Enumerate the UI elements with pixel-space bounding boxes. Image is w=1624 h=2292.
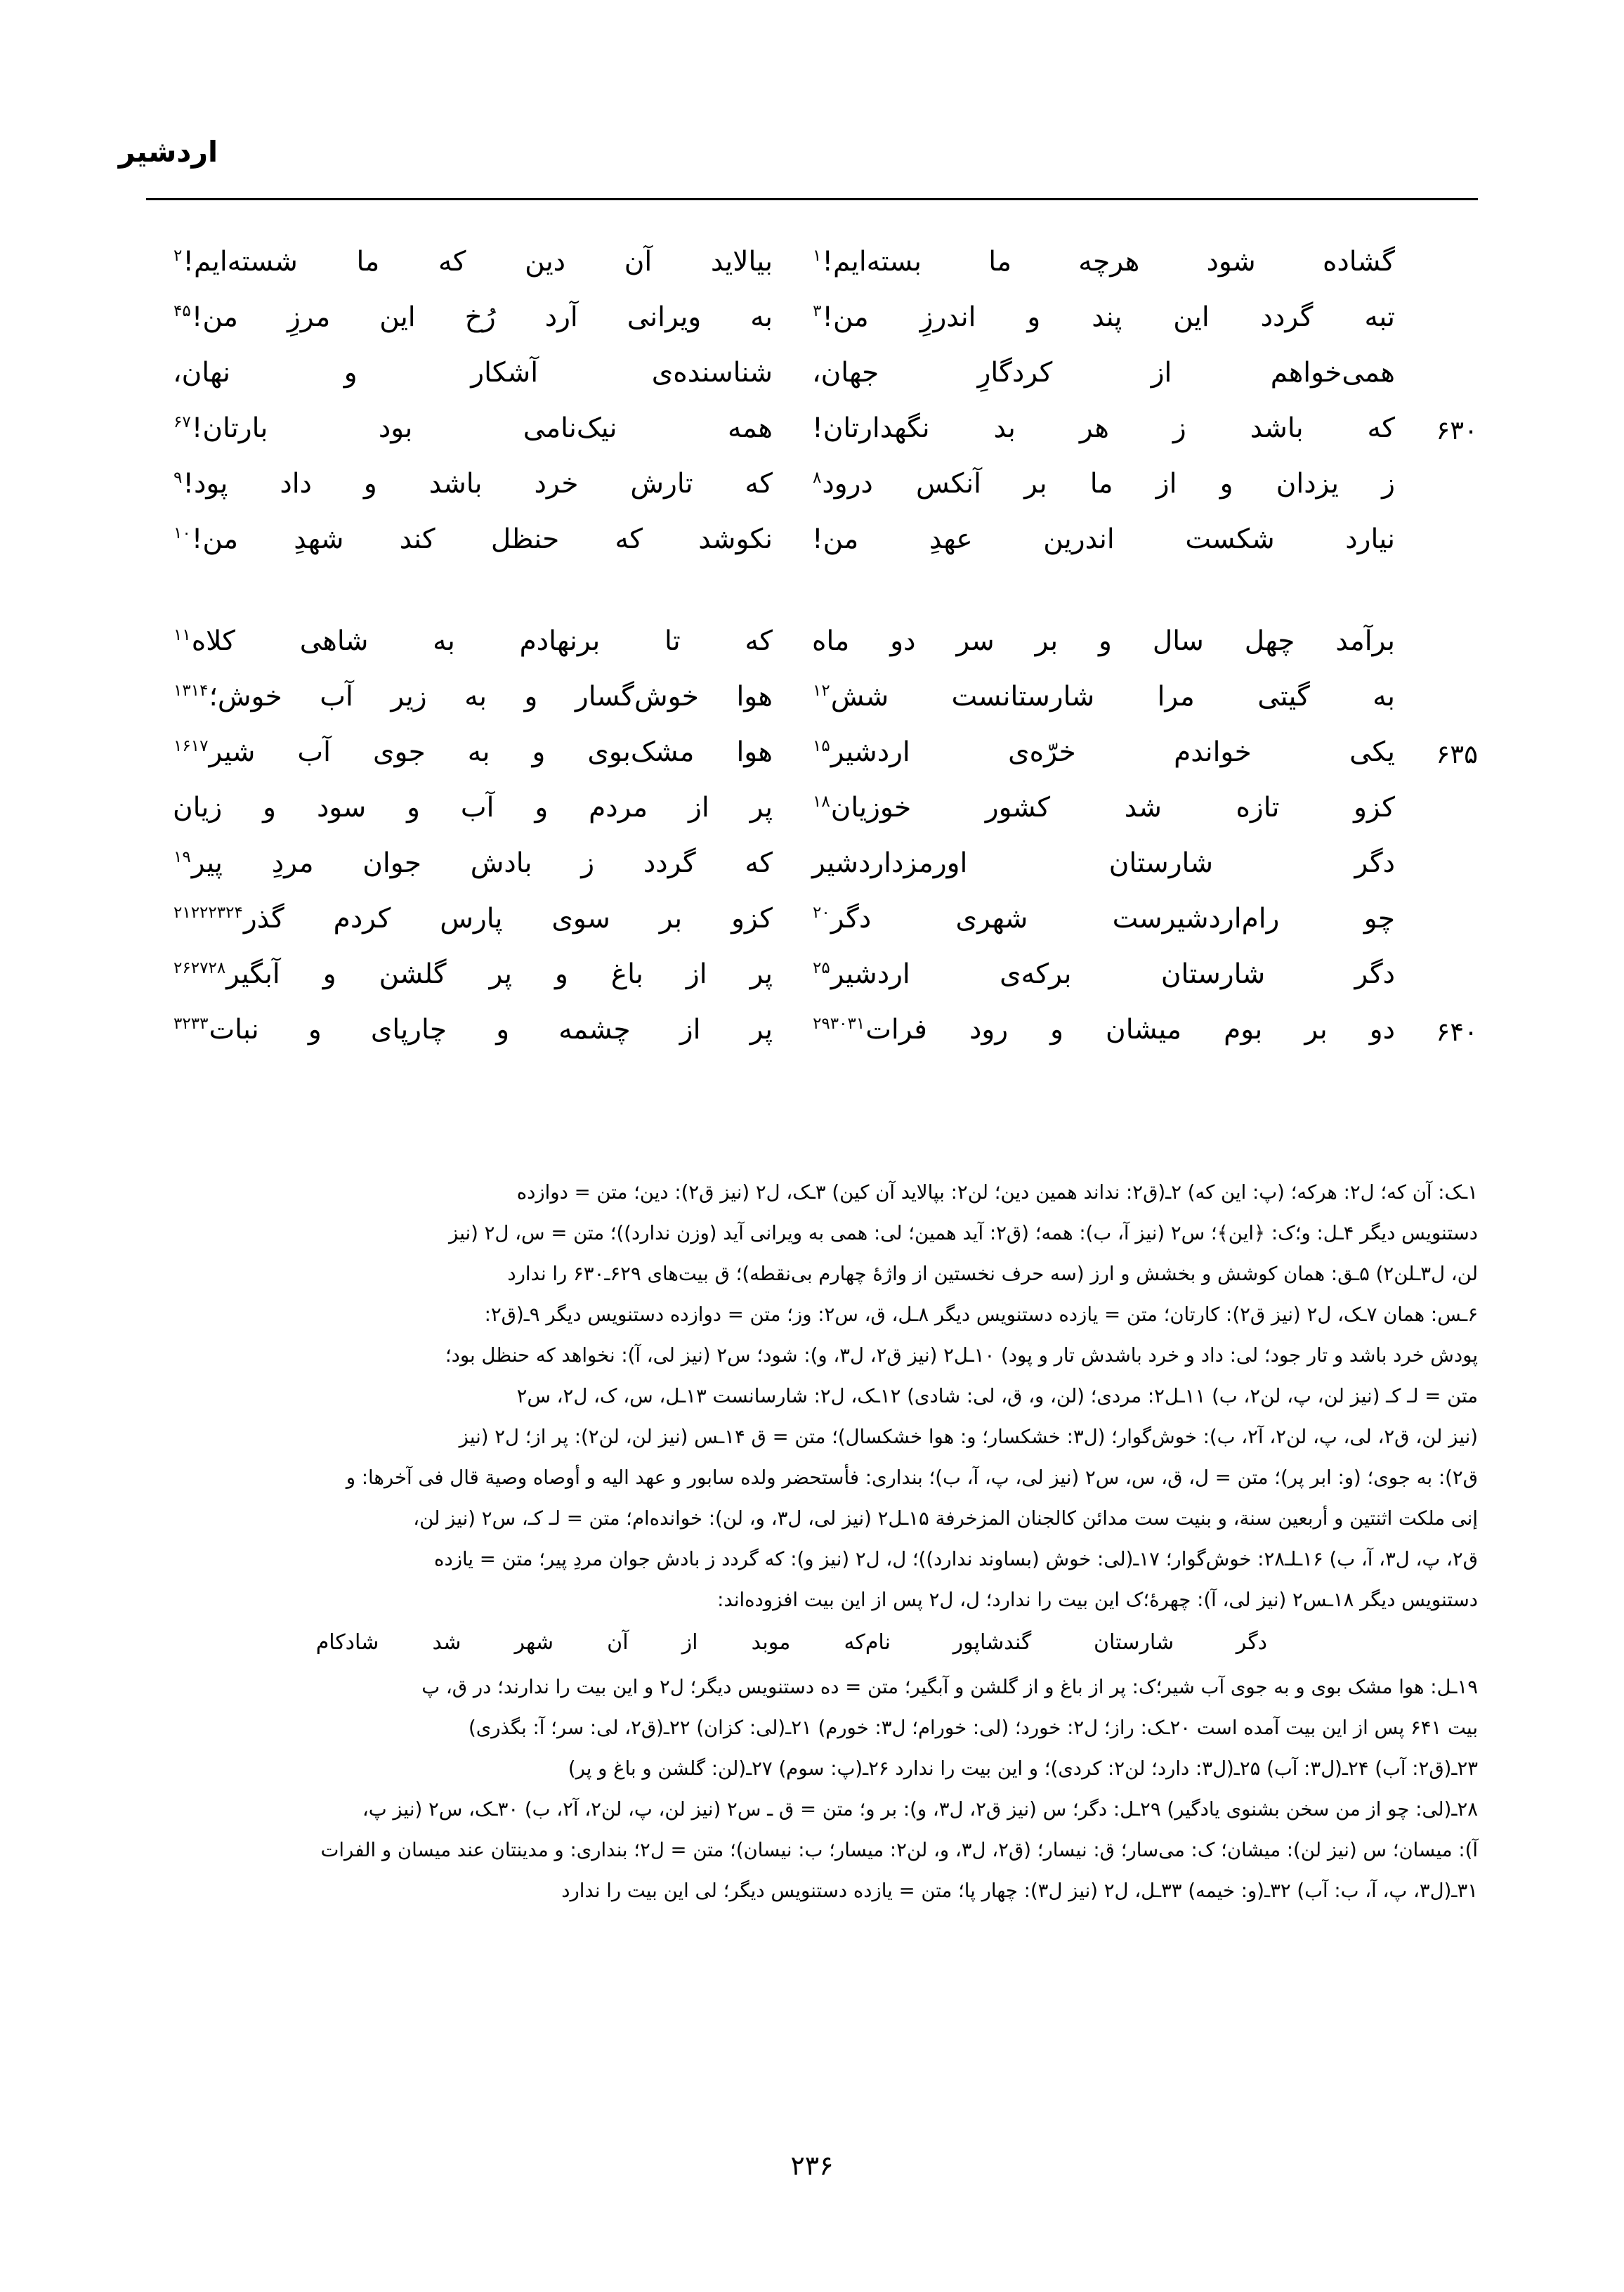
inserted-hemistich-first — [865, 1623, 1478, 1662]
hemistich-first — [812, 792, 1478, 823]
verse-word: و — [1027, 301, 1041, 333]
footnote-marker: ۱۹ — [173, 848, 191, 866]
hemistich-second — [146, 736, 812, 768]
verse-word: بارتان!$^{۶۷}$ — [173, 412, 268, 444]
hemistich-second — [146, 301, 812, 333]
verse-word: اورمزداردشیر — [812, 847, 968, 879]
apparatus-line: بیت ۶۴۱ پس از این بیت آمده است ۲۰ـک: راز؛ ل۲: خورد؛ (لی: خورام؛ ل۳: خورم) ۲۱ـ(لی: کزان) ۲۲ـ(ق۲، لی: سر؛ آ: بگذری) — [468, 1717, 1478, 1739]
verse-word: خوش؛$^{۱۳۱۴}$ — [173, 681, 282, 712]
apparatus-line: لن، ل۳ـلن۲) ۵ـق: همان کوشش و بخشش و ارز (سه حرف نخستین از واژهٔ چهارم بی‌نقطه)؛ ق بیت‌های ۶۲۹ـ۶۳۰ را ندارد — [507, 1263, 1478, 1285]
hemistich-first — [812, 357, 1478, 389]
verse-word: من!$^{۱۰}$ — [173, 523, 238, 555]
verse-word: آن — [624, 246, 653, 278]
verse-word: ماه — [812, 625, 850, 657]
verse-word: آب — [320, 681, 353, 712]
verse-word: برنهادم — [519, 625, 601, 657]
verse-word: جوی — [372, 736, 426, 768]
verse-word: بر — [1304, 1014, 1328, 1046]
verse-word: میشان — [1106, 1014, 1182, 1046]
apparatus-line: ۱۹ـل: هوا مشک بوی و به جوی آب شیر؛ک: پر از باغ و از گلشن و آبگیر؛ متن = ده دستنویس دیگر؛ ل۲ و این بیت را ندارند؛ در ق، پ — [421, 1676, 1478, 1698]
inserted-hemistich-second — [253, 1623, 865, 1662]
verse-word: اردشیر$^{۱۵}$ — [813, 736, 910, 768]
verse-word: چو — [1363, 903, 1395, 935]
verse-word: که — [745, 625, 773, 657]
verse-word: و — [407, 792, 420, 823]
verse-word: که — [438, 246, 466, 278]
apparatus-line: ۳۱ـ(ل۳، پ، آ، ب: آب) ۳۲ـ(و: خیمه) ۳۳ـل، ل۲ (نیز ل۳): چهار پا؛ متن = یازده دستنویس دیگر؛ لی این بیت را ندارد — [561, 1880, 1478, 1902]
verse-word: کند — [399, 523, 436, 555]
hemistich-second — [146, 625, 812, 657]
verse-word: شود — [1206, 246, 1256, 278]
verse-word: شیر$^{۱۶۱۷}$ — [173, 736, 256, 768]
verse-word: شارستان — [1108, 847, 1214, 879]
verse-word: کردگارِ — [977, 357, 1053, 389]
verse-line — [146, 625, 1478, 681]
verse-word: کشور — [985, 792, 1051, 823]
hemistich-second — [146, 681, 812, 712]
verse-word: شارستان — [1160, 958, 1266, 990]
footnote-marker: ۳ — [813, 302, 822, 320]
verse-line-number: ۶۳۵ — [1436, 739, 1478, 769]
verse-word: بر — [659, 903, 683, 935]
verse-word: پیر$^{۱۹}$ — [173, 847, 223, 879]
verse-word: از — [679, 1014, 701, 1046]
verse-word: هر — [1079, 412, 1109, 444]
verse-word: که — [745, 468, 773, 500]
apparatus-criticus — [146, 1172, 1478, 1911]
verse-line — [146, 412, 1478, 468]
running-head-title: اردشیر — [118, 135, 218, 169]
verse-word: باشد — [428, 468, 483, 500]
verse-word: سال — [1152, 625, 1204, 657]
verse-word: یزدان — [1276, 468, 1339, 500]
verse-word: این — [379, 301, 416, 333]
verse-word: و — [496, 1014, 510, 1046]
hemistich-second — [146, 958, 812, 990]
verse-word: که — [745, 847, 773, 879]
hemistich-second — [146, 523, 812, 555]
verse-word: گشاده — [1322, 246, 1395, 278]
verse-word: موبد — [751, 1630, 791, 1655]
hemistich-first — [812, 1014, 1478, 1046]
verse-word: که — [844, 1630, 865, 1655]
apparatus-line: ۲۸ـ(لی: چو از من سخن بشنوی یادگیر) ۲۹ـل: دگر؛ س (نیز ق۲، ل۳، و): بر و؛ متن = ق ـ س۲ (نیز لن، پ، لن۲، آ۲، ب) ۳۰ـک، س۲ (نیز پ، — [362, 1798, 1478, 1821]
footnote-marker: ۲۹۳۰۳۱ — [813, 1015, 865, 1033]
verse-line — [146, 301, 1478, 357]
inserted-verse-line — [146, 1623, 1478, 1662]
verse-line — [146, 246, 1478, 301]
verse-word: تا — [664, 625, 681, 657]
verse-line — [146, 958, 1478, 1014]
verse-word: تازه — [1236, 792, 1280, 823]
hemistich-second — [146, 1014, 812, 1046]
verse-word: درود$^۸$ — [813, 468, 873, 500]
verse-word: ز — [1172, 412, 1186, 444]
apparatus-line: آ): میسان؛ س (نیز لن): میشان؛ ک: می‌سار؛ ق: نیسار؛ (ق۲، ل۳، و، لن۲: میسار؛ ب: نیسان)؛ متن = ل۲؛ بنداری: و مدینتان عند میسان و الفرات — [320, 1839, 1478, 1861]
verse-line — [146, 736, 1478, 792]
verse-word: اردشیر$^{۲۵}$ — [813, 958, 910, 990]
verse-word: گردد — [643, 847, 696, 879]
verse-word: آن — [607, 1630, 629, 1655]
verse-word: پر — [749, 792, 773, 823]
apparatus-line: دستنویس دیگر ۴ـل: و؛ک: ﴿این﴾؛ س۲ (نیز آ، ب): همه؛ (ق۲: آید همین؛ لی: همی به ویرانی آید (وزن ندارد))؛ متن = س، ل۲ (نیز — [449, 1222, 1478, 1244]
verse-word: پند — [1092, 301, 1122, 333]
hemistich-second — [146, 246, 812, 278]
verse-word: سر — [956, 625, 995, 657]
verse-word: به — [467, 736, 490, 768]
verse-word: ما — [356, 246, 380, 278]
verse-word: شهری — [955, 903, 1028, 935]
verse-word: جوان — [362, 847, 421, 879]
hemistich-second — [146, 412, 812, 444]
hemistich-first — [812, 246, 1478, 278]
verse-word: بر — [1024, 468, 1047, 500]
footnote-marker: ۸ — [813, 469, 822, 487]
verse-line — [146, 1014, 1478, 1069]
verse-word: نبات$^{۳۲۳۳}$ — [173, 1014, 259, 1046]
apparatus-line: إنی ملکت اثنتین و أربعین سنة، و بنیت ست مدائن کالجنان المزخرفة ۱۵ـل۲ (نیز لی، ل۳، و، لن): خوانده‌ام؛ متن = لـ کـ، س۲ (نیز لن، — [413, 1507, 1478, 1530]
verse-word: مشک‌بوی — [587, 736, 695, 768]
verse-word: باشد — [1250, 412, 1304, 444]
verse-word: دو — [1369, 1014, 1395, 1046]
verse-word: آب — [460, 792, 495, 823]
verse-word: بوم — [1224, 1014, 1263, 1046]
verse-word: کردم — [333, 903, 391, 935]
footnote-marker: ۲۰ — [813, 904, 830, 922]
hemistich-first — [812, 301, 1478, 333]
verse-word: چهل — [1244, 625, 1295, 657]
verse-word: و — [1099, 625, 1112, 657]
verse-word: و — [535, 792, 549, 823]
verse-word: سوی — [551, 903, 610, 935]
footnote-marker: ۳۲۳۳ — [173, 1015, 209, 1033]
verse-word: من! — [812, 523, 859, 555]
footnote-marker: ۲۱۲۲۲۳۲۴ — [173, 904, 243, 922]
verse-word: و — [1219, 468, 1233, 500]
verse-word: گلشن — [379, 958, 447, 990]
footnote-marker: ۴۵ — [173, 302, 191, 320]
hemistich-first — [812, 958, 1478, 990]
verse-line — [146, 847, 1478, 903]
stanza — [146, 246, 1478, 579]
footnote-marker: ۱۰ — [173, 524, 191, 542]
footnote-marker: ۶۷ — [173, 413, 191, 431]
verse-word: بسته‌ایم!$^۱$ — [813, 246, 922, 278]
hemistich-second — [146, 903, 812, 935]
footnote-marker: ۱ — [813, 247, 822, 265]
apparatus-line: ق۲، پ، ل۳، آ، ب) ۱۶ـلـ۲۸: خوش‌گوار؛ ۱۷ـ(لی: خوش (بساوند ندارد))؛ ل، ل۲ (نیز و): که گردد ز بادش جوان مردِ پیر؛ متن = یازده — [434, 1548, 1478, 1570]
verse-word: زیر — [391, 681, 427, 712]
verse-word: خرّه‌ی — [1008, 736, 1076, 768]
verse-word: و — [1050, 1014, 1063, 1046]
verse-word: برآمد — [1335, 625, 1395, 657]
verse-word: از — [686, 958, 707, 990]
verse-word: شد — [1124, 792, 1162, 823]
verse-word: مردم — [589, 792, 648, 823]
verse-line — [146, 357, 1478, 412]
verse-word: دگر — [1354, 847, 1395, 879]
verse-word: نام — [865, 1630, 891, 1655]
verse-word: به — [1373, 681, 1395, 712]
verse-word: شناسنده‌ی — [651, 357, 773, 389]
verse-word: نیارد — [1345, 523, 1395, 555]
verse-word: و — [322, 958, 336, 990]
verse-word: مرا — [1157, 681, 1195, 712]
verse-word: از — [681, 1630, 698, 1655]
verse-word: کزو — [731, 903, 773, 935]
verse-word: و — [532, 736, 546, 768]
verse-word: ما — [988, 246, 1011, 278]
verse-word: آنکس — [916, 468, 981, 500]
verse-word: برکه‌ی — [1000, 958, 1072, 990]
verse-word: پر — [489, 958, 512, 990]
verse-word: دگر — [1236, 1630, 1267, 1655]
footnote-marker: ۱۵ — [813, 737, 830, 755]
verse-word: رام‌اردشیرست — [1112, 903, 1280, 935]
verse-word: نهان، — [173, 357, 230, 389]
footnote-marker: ۱۱ — [173, 626, 191, 644]
verse-word: و — [263, 792, 276, 823]
verse-word: چارپای — [370, 1014, 447, 1046]
verse-word: شد — [432, 1630, 461, 1655]
verse-word: اندرین — [1043, 523, 1115, 555]
verse-word: کلاه$^{۱۱}$ — [173, 625, 235, 657]
verse-word: مردِ — [271, 847, 314, 879]
verse-word: خوش‌گسار — [575, 681, 699, 712]
verse-word: همه — [727, 412, 773, 444]
stanza — [146, 625, 1478, 1069]
apparatus-line: ق۲): به جوی؛ (و: ابر پر)؛ متن = ل، ق، س، س۲ (نیز لی، پ، آ، ب)؛ بنداری: فأستحضر ولده سابور و عهد الیه و أوصاه وصیة قال فی آخرها: و — [346, 1466, 1478, 1489]
hemistich-first — [812, 736, 1478, 768]
verse-word: کزو — [1354, 792, 1395, 823]
verse-word: چشمه — [558, 1014, 631, 1046]
verse-word: باغ — [610, 958, 643, 990]
verse-word: نگهدارتان! — [812, 412, 930, 444]
verse-word: بد — [993, 412, 1016, 444]
verse-word: دین — [525, 246, 566, 278]
verse-word: رُخ — [464, 301, 496, 333]
footnote-marker: ۲۶۲۷۲۸ — [173, 959, 226, 977]
verse-word: یکی — [1349, 736, 1395, 768]
verse-word: بود — [378, 412, 413, 444]
verse-line — [146, 792, 1478, 847]
verse-word: شارستان — [1093, 1630, 1174, 1655]
verse-word: ز — [1382, 468, 1395, 500]
verse-word: از — [1155, 468, 1177, 500]
hemistich-first — [812, 412, 1478, 444]
hemistich-second — [146, 357, 812, 389]
verse-word: گذر$^{۲۱۲۲۲۳۲۴}$ — [173, 903, 284, 935]
footnote-marker: ۲۵ — [813, 959, 830, 977]
verse-word: آب — [297, 736, 331, 768]
verse-word: رود — [969, 1014, 1009, 1046]
verse-word: و — [524, 681, 538, 712]
verse-word: گردد — [1260, 301, 1314, 333]
verse-word: به — [433, 625, 455, 657]
verse-word: همی‌خواهم — [1270, 357, 1395, 389]
folio-number: ۲۳۶ — [790, 2150, 834, 2181]
verse-word: پر — [749, 958, 773, 990]
verse-word: آبگیر$^{۲۶۲۷۲۸}$ — [173, 958, 280, 990]
verse-word: هوا — [736, 736, 773, 768]
footnote-marker: ۱۸ — [813, 793, 830, 811]
verse-word: گیتی — [1257, 681, 1310, 712]
verse-word: و — [555, 958, 568, 990]
verse-word: دگر — [1354, 958, 1395, 990]
header-divider — [146, 198, 1478, 200]
verse-word: و — [343, 357, 358, 389]
verse-word: و — [308, 1014, 322, 1046]
verse-word: عهدِ — [929, 523, 973, 555]
verse-line-number: ۶۳۰ — [1436, 415, 1478, 445]
apparatus-line: پودش خرد باشد و تار جود؛ لی: داد و خرد باشدش تار و پود) ۱۰ـل۲ (نیز ق۲، ل۳، و): شود؛ س۲ (نیز لی، آ): نخواهد که حنظل بود؛ — [445, 1344, 1478, 1367]
verse-word: ما — [1089, 468, 1113, 500]
apparatus-line: دستنویس دیگر ۱۸ـس۲ (نیز لی، آ): چهرهٔ؛ک این بیت را ندارد؛ ل، ل۲ پس از این بیت افزوده‌اند: — [717, 1589, 1478, 1611]
footnote-marker: ۱۲ — [813, 682, 830, 700]
verse-word: شارستانست — [951, 681, 1095, 712]
verse-word: اندرزِ — [919, 301, 976, 333]
verse-body — [146, 246, 1478, 1116]
verse-word: من!$^{۴۵}$ — [173, 301, 238, 333]
footnote-marker: ۱۳۱۴ — [173, 682, 209, 700]
verse-word: آرد — [544, 301, 578, 333]
verse-word: خواندم — [1174, 736, 1252, 768]
verse-word: ویرانی — [627, 301, 702, 333]
verse-word: گندشاپور — [952, 1630, 1032, 1655]
running-head — [118, 135, 1478, 201]
verse-word: هرچه — [1078, 246, 1140, 278]
verse-word: خرد — [534, 468, 579, 500]
verse-word: هوا — [736, 681, 773, 712]
verse-word: ز — [581, 847, 595, 879]
hemistich-second — [146, 792, 812, 823]
verse-word: شش$^{۱۲}$ — [813, 681, 889, 712]
verse-word: از — [688, 792, 709, 823]
verse-word: تبه — [1364, 301, 1395, 333]
verse-word: پر — [749, 1014, 773, 1046]
verse-word: تارش — [630, 468, 693, 500]
apparatus-line: ۶ـس: همان ۷ـک، ل۲ (نیز ق۲): کارتان؛ متن = یازده دستنویس دیگر ۸ـل، ق، س۲: وز؛ متن = دوازده دستنویس دیگر ۹ـ(ق۲: — [484, 1303, 1478, 1326]
hemistich-second — [146, 847, 812, 879]
verse-word: پارس — [440, 903, 503, 935]
verse-word: خوزیان$^{۱۸}$ — [813, 792, 912, 823]
verse-word: نیک‌نامی — [523, 412, 617, 444]
apparatus-line: متن = لـ کـ (نیز لن، پ، لن۲، ب) ۱۱ـل۲: مردی؛ (لن، و، ق، لی: شادی) ۱۲ـک، ل۲: شارسانست ۱۳ـل، س، ک، ل۲، س۲ — [516, 1385, 1478, 1407]
verse-word: از — [1151, 357, 1172, 389]
verse-word: مرزِ — [287, 301, 331, 333]
verse-word: شهر — [514, 1630, 554, 1655]
verse-word: من!$^۳$ — [813, 301, 869, 333]
apparatus-line: ۱ـک: آن که؛ ل۲: هرکه؛ (پ: این که) ۲ـ(ق۲: نداند همین دین؛ لن۲: بپالاید آن کین) ۳ـک، ل۲ (نیز ق۲): دین؛ متن = دوازده — [516, 1181, 1478, 1204]
verse-line — [146, 681, 1478, 736]
verse-word: پود!$^۹$ — [173, 468, 228, 500]
verse-word: دگر$^{۲۰}$ — [813, 903, 872, 935]
verse-word: و — [363, 468, 377, 500]
hemistich-second — [146, 468, 812, 500]
hemistich-first — [812, 523, 1478, 555]
hemistich-first — [812, 468, 1478, 500]
hemistich-first — [812, 625, 1478, 657]
verse-word: زیان — [173, 792, 223, 823]
hemistich-first — [812, 903, 1478, 935]
verse-word: داد — [280, 468, 312, 500]
verse-word: شهدِ — [294, 523, 344, 555]
verse-word: این — [1173, 301, 1210, 333]
verse-word: بر — [1035, 625, 1059, 657]
hemistich-first — [812, 681, 1478, 712]
verse-line — [146, 468, 1478, 523]
verse-word: سود — [316, 792, 367, 823]
verse-word: شکست — [1185, 523, 1275, 555]
verse-word: بادش — [470, 847, 532, 879]
verse-word: شاهی — [299, 625, 369, 657]
footnote-marker: ۱۶۱۷ — [173, 737, 209, 755]
verse-word: جهان، — [812, 357, 879, 389]
footnote-marker: ۲ — [173, 247, 183, 265]
verse-word: آشکار — [471, 357, 539, 389]
footnote-marker: ۹ — [173, 469, 183, 487]
verse-word: به — [750, 301, 773, 333]
verse-word: که — [1367, 412, 1395, 444]
verse-word: نکوشد — [698, 523, 773, 555]
verse-word: حنظل — [490, 523, 560, 555]
verse-word: که — [615, 523, 643, 555]
hemistich-first — [812, 847, 1478, 879]
verse-word: شسته‌ایم!$^۲$ — [173, 246, 298, 278]
verse-word: به — [464, 681, 487, 712]
verse-word: دو — [890, 625, 916, 657]
verse-line-number: ۶۴۰ — [1436, 1017, 1478, 1047]
verse-word: فرات$^{۲۹۳۰۳۱}$ — [813, 1014, 927, 1046]
verse-word: شادکام — [315, 1630, 379, 1655]
verse-line — [146, 523, 1478, 579]
verse-word: بیالاید — [710, 246, 773, 278]
apparatus-line: (نیز لن، ق۲، لی، پ، لن۲، آ۲، ب): خوش‌گوار؛ (ل۳: خشکسار؛ و: هوا خشکسال)؛ متن = ق ۱۴ـس (نیز لن، لن۲): پر از؛ ل۲ (نیز — [459, 1426, 1478, 1448]
verse-line — [146, 903, 1478, 958]
apparatus-line: ۲۳ـ(ق۲: آب) ۲۴ـ(ل۳: آب) ۲۵ـ(ل۳: دارد؛ لن۲: کردی)؛ و این بیت را ندارد ۲۶ـ(پ: سوم) ۲۷ـ(لن: گلشن و باغ و پر) — [568, 1757, 1478, 1780]
